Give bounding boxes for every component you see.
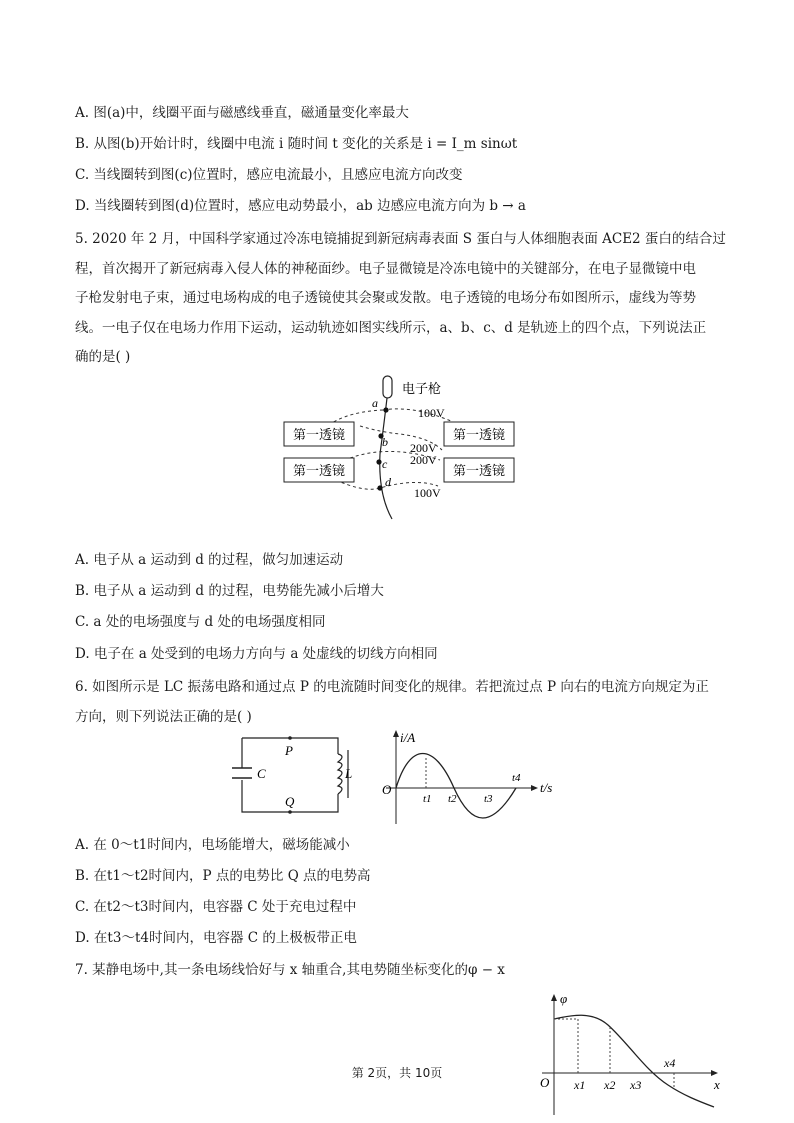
q6-option-c: C. 在t2～t3时间内，电容器 C 处于充电过程中 [75,899,357,915]
current-time-graph [376,728,566,828]
x-axis-label: x [714,1077,720,1092]
q6-stem [75,673,711,732]
x1-label: x1 [574,1078,586,1092]
point-label-c: c [382,457,388,471]
q6-option-b: B. 在t1～t2时间内，P 点的电势比 Q 点的电势高 [75,868,371,884]
voltage-label-v1: 100V [418,406,445,420]
q6-option-a: A. 在 0～t1时间内，电场能增大，磁场能减小 [75,837,350,853]
potential-position-graph [528,985,724,1117]
lens-label: 第一透镜 [452,463,506,478]
q5-option-b: B. 电子从 a 运动到 d 的过程，电势能先减小后增大 [75,583,384,599]
page-footer: 第 2页，共 10页 [351,1066,443,1080]
current-curve [396,754,516,819]
q4-option-c: C. 当线圈转到图(c)位置时，感应电流最小，且感应电流方向改变 [75,167,463,183]
origin-label: O [540,1075,550,1090]
q5-option-d: D. 电子在 a 处受到的电场力方向与 a 处虚线的切线方向相同 [75,646,438,662]
electron-lens-figure [280,374,520,522]
lc-circuit-figure [228,730,358,820]
x3-label: x3 [630,1078,642,1092]
q5-option-a: A. 电子从 a 运动到 d 的过程，做匀加速运动 [75,552,344,568]
q5-stem-line: 子枪发射电子束，通过电场构成的电子透镜使其会聚或发散。电子透镜的电场分布如图所示，虚线为等势 [75,290,696,306]
point-label-d: d [385,475,391,489]
q6-option-d: D. 在t3～t4时间内，电容器 C 的上极板带正电 [75,930,357,946]
x-arrow-icon [531,785,538,791]
lens-label: 第一透镜 [292,463,346,478]
point-a [383,407,388,412]
y-axis-label: i/A [400,730,416,745]
origin-label: O [382,782,392,797]
node-q [288,810,292,814]
point-label-a: a [372,396,378,410]
q4-option-b: B. 从图(b)开始计时，线圈中电流 i 随时间 t 变化的关系是 i = I_m sinωt [75,136,518,152]
gun-label: 电子枪 [402,381,442,396]
q7-stem: 7. 某静电场中,其一条电场线恰好与 x 轴重合,其电势随坐标变化的φ − x [75,962,505,978]
t2-label: t2 [448,793,457,805]
y-arrow-icon [393,730,399,737]
q5-stem [75,225,726,373]
q4-option-a: A. 图(a)中，线圈平面与磁感线垂直，磁通量变化率最大 [75,105,409,121]
point-c [376,459,381,464]
voltage-label-v2: 200V [410,441,437,455]
q5-option-c: C. a 处的电场强度与 d 处的电场强度相同 [75,614,326,630]
lens-label: 第一透镜 [452,427,506,442]
t1-label: t1 [423,793,432,805]
phi-axis-label: φ [560,991,568,1006]
node-p [288,736,292,740]
q5-stem-line: 线。一电子仅在电场力作用下运动，运动轨迹如图实线所示，a、b、c、d 是轨迹上的四个点，下列说法正 [75,319,707,336]
phi-arrow-icon [551,994,557,1001]
label-l: L [345,766,353,781]
lens-label: 第一透镜 [292,427,346,442]
label-c: C [257,766,266,781]
q6-stem-line: 6. 如图所示是 LC 振荡电路和通过点 P 的电流随时间变化的规律。若把流过点 P 向右的电流方向规定为正 [75,679,709,695]
q5-stem-line: 5. 2020 年 2 月，中国科学家通过冷冻电镜捕捉到新冠病毒表面 S 蛋白与人体细胞表面 ACE2 蛋白的结合过 [75,231,726,247]
voltage-label-v3: 200V [410,453,437,467]
q5-stem-line: 确的是( ) [75,349,131,365]
label-q: Q [285,794,295,809]
point-d [377,485,382,490]
x2-label: x2 [604,1078,616,1092]
x4-label: x4 [664,1056,676,1070]
q5-stem-line: 程，首次揭开了新冠病毒入侵人体的神秘面纱。电子显微镜是冷冻电镜中的关键部分，在电子显微镜中电 [75,260,696,277]
q4-option-d: D. 当线圈转到图(d)位置时，感应电动势最小，ab 边感应电流方向为 b → a [75,198,526,214]
t3-label: t3 [484,793,493,805]
electron-gun-icon [383,376,392,398]
inductor-coil [338,754,342,794]
x-axis-label: t/s [540,780,553,795]
label-p: P [285,743,293,758]
t4-label: t4 [512,772,521,784]
point-label-b: b [382,435,388,449]
voltage-label-v4: 100V [414,486,441,500]
q6-stem-line: 方向，则下列说法正确的是( ) [75,708,252,725]
